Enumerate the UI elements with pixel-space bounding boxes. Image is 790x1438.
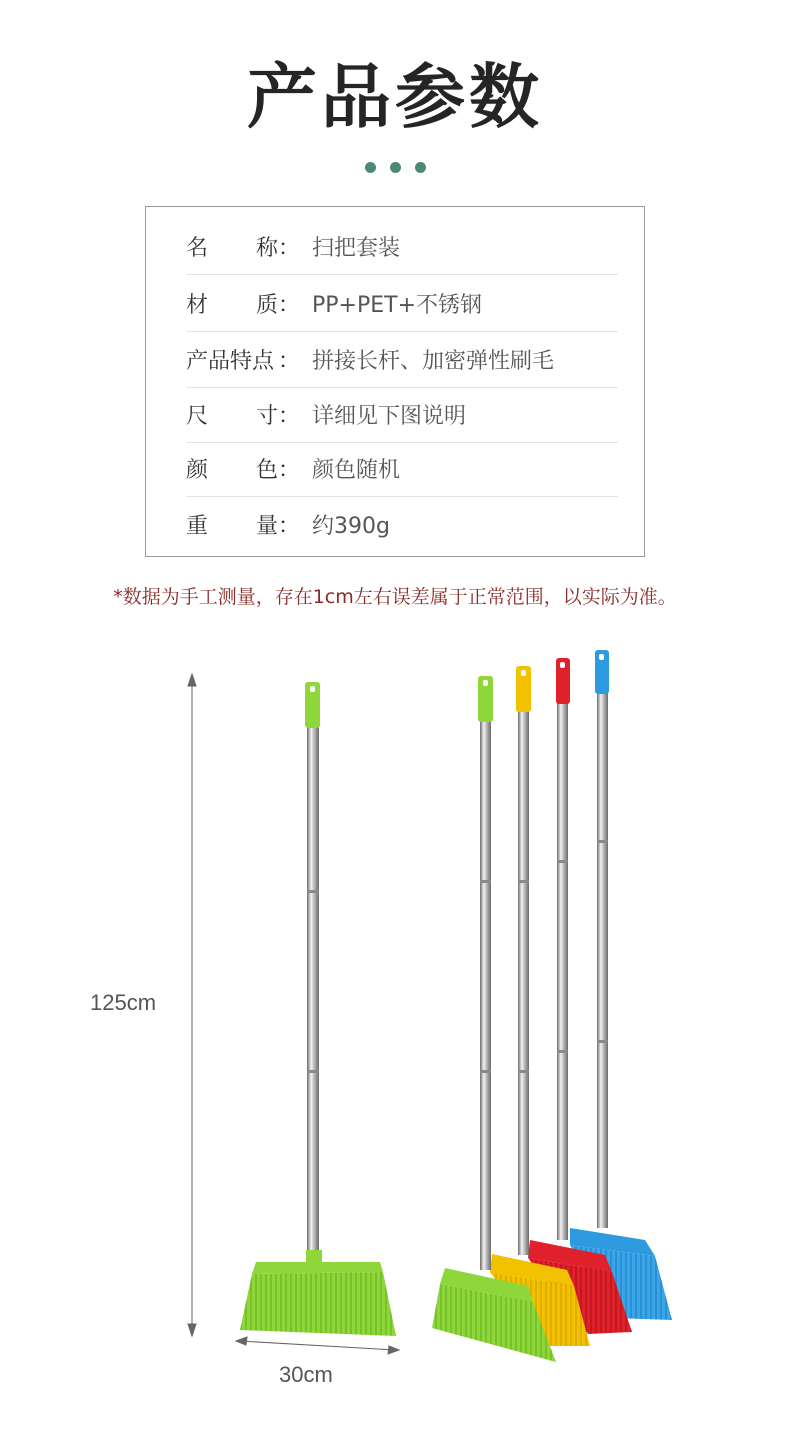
spec-key: 质: [255, 293, 278, 318]
spec-key: 颜: [186, 458, 209, 483]
spec-key: 名: [186, 236, 209, 261]
spec-colon: ：: [278, 349, 301, 374]
spec-value: 拼接长杆、加密弹性刷毛: [312, 349, 555, 374]
spec-key: 寸: [255, 404, 278, 429]
spec-colon: ：: [278, 514, 301, 539]
spec-key: 尺: [186, 404, 209, 429]
spec-colon: ：: [278, 293, 301, 318]
spec-value: 颜色随机: [312, 458, 401, 483]
spec-colon: ：: [278, 404, 301, 429]
spec-value: 约390g: [312, 514, 390, 539]
height-label: 125cm: [90, 990, 157, 1015]
spec-key: 重: [186, 514, 209, 539]
width-arrow: [236, 1337, 399, 1354]
width-label: 30cm: [279, 1362, 333, 1387]
spec-key: 材: [186, 293, 209, 318]
spec-key: 色: [255, 458, 278, 483]
spec-value: 扫把套装: [312, 236, 401, 261]
page-title: 产品参数: [247, 56, 543, 138]
spec-key: 产品特点: [186, 349, 275, 374]
height-arrow: [188, 674, 196, 1336]
spec-colon: ：: [278, 236, 301, 261]
green-broom-single: [240, 682, 396, 1336]
spec-key: 量: [255, 514, 278, 539]
spec-value: 详细见下图说明: [312, 404, 467, 429]
spec-colon: ：: [278, 458, 301, 483]
spec-key: 称: [255, 236, 278, 261]
measurement-note: *数据为手工测量，存在1cm左右误差属于正常范围，以实际为准。: [113, 586, 677, 608]
spec-value: PP+PET+不锈钢: [312, 293, 483, 318]
blue-broom: [570, 650, 672, 1320]
